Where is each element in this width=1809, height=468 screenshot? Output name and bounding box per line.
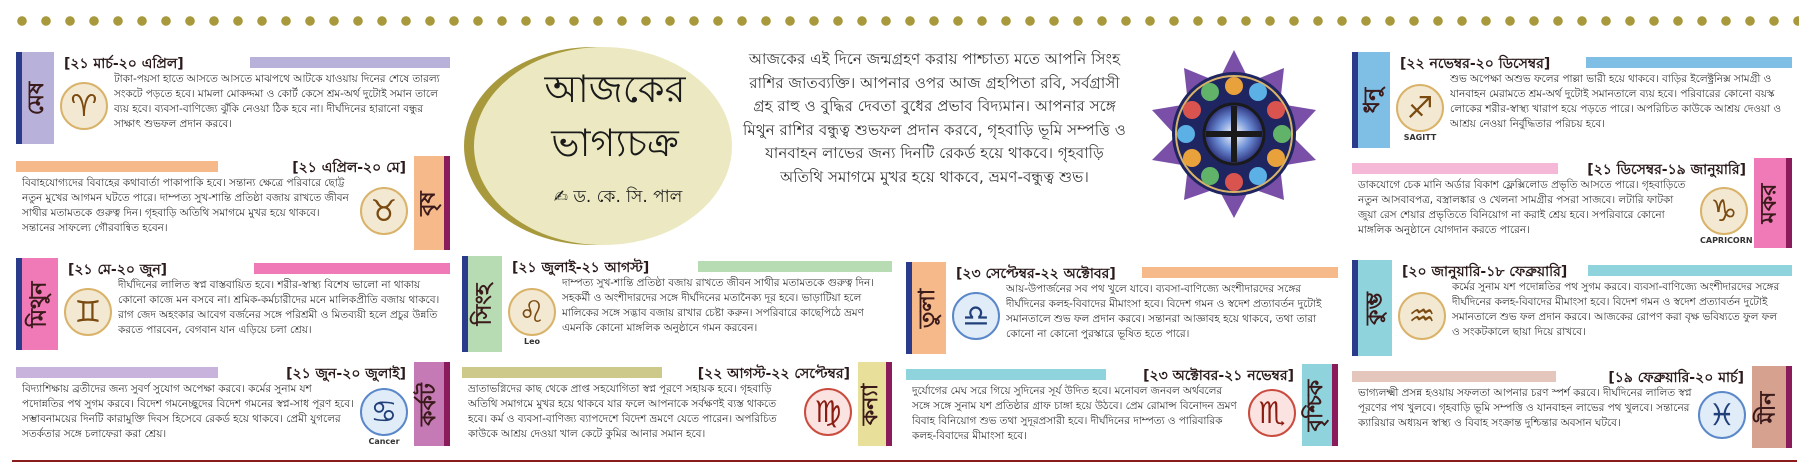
gemini-icon: ♊ (64, 288, 112, 336)
header-bar (906, 369, 1106, 380)
sign-name: তুলা (914, 288, 941, 328)
sign-name: কর্কট (414, 382, 441, 426)
sign-name: মেষ (23, 81, 50, 115)
horoscope-card (16, 258, 450, 354)
dotted-border (10, 14, 1799, 28)
intro-text: আজকের এই দিনে জন্মগ্রহণ করায় পাশ্চাত্য মতে আপনি সিংহ রাশির জাতব্যক্তি। আপনার ওপর আজ গ্রহপিতা রবি, সর্বগ্রাসী গ্রহ রাহু ও বুদ্ধির দেবতা বুধের প্রভাব বিদ্যমান। আপনার সঙ্গে মিথুন রাশির বন্ধুত্ব শুভফল প্রদান করবে, গৃহবাড়ি ভূমি সম্পত্তি ও যানবাহন লাভের জন্য দিনটি রেকর্ড হয়ে থাকবে। গৃহবাড়ি অতিথি সমাগমে মুখর হয়ে থাকবে, ভ্রমণ-বন্ধুত্ব শুভ। (743, 50, 1126, 186)
pisces-icon: ♓ (1698, 391, 1746, 439)
sign-label: SAGITT (1403, 133, 1437, 142)
date-range: [২১ মে-২০ জুন] (68, 262, 168, 278)
date-range: [২২ আগস্ট-২২ সেপ্টেম্বর] (697, 366, 850, 382)
horoscope-card (1352, 158, 1792, 252)
sign-name-tab (414, 362, 450, 446)
horoscope-card (16, 156, 450, 254)
title-line-2: ভাগ্যচক্র (551, 121, 679, 165)
header-bar (250, 57, 450, 68)
page-title (520, 62, 710, 170)
sign-name: মকর (1755, 183, 1782, 223)
horoscope-card (1352, 366, 1792, 452)
horoscope-text: ভ্রাতাভগ্নিদের কাছ থেকে প্রাপ্ত সহযোগিতা স্বপ্ন পূরণে সহায়ক হবে। গৃহবাড়ি অতিথি সমাগমে মুখর হয়ে থাকবে যার ফলে আপনাকে সর্বক্ষণই ব্যস্ত থাকতে হবে। কর্ম ও ব্যবসা-বাণিজ্য ব্যাপদেশে বিদেশ ভ্রমণে যেতে পারেন। অপরিচিত কাউকে আশ্রয় দেওয়া খাল কেটে কুমির আনার সমান হবে। (468, 383, 777, 440)
sign-name-tab (414, 156, 450, 250)
sign-label: Leo (523, 337, 541, 346)
virgo-icon: ♍ (804, 388, 852, 436)
horoscope-text: বিদ্যাশিক্ষায় ব্রতীদের জন্য সুবর্ণ সুযোগ অপেক্ষা করবে। কর্মের সুনাম যশ পদোন্নতির পথ সুগম করবে। বিদেশ গমনেচ্ছুদের বিদেশ গমনের স্বপ্ন-সাধ পূরণ হবে। সম্ভাবনাময়ের দিনটি কারামুক্তি দিবস হিসেবে রেকর্ড হয়ে থাকবে। প্রেমী যুগলের সতর্কতার সঙ্গে চলাফেরা করা শ্রেয়। (22, 383, 354, 440)
header-bar (698, 261, 892, 272)
horoscope-text: দাম্পত্য সুখ-শান্তি প্রতিষ্ঠা বজায় রাখতে জীবন সাথীর মতামতকে গুরুত্ব দিন। সহকর্মী ও অংশীদারদের সঙ্গে দীর্ঘদিনের মতানৈক্য দূর হবে। ভাড়াটিয়া হলে মালিকের সঙ্গে সদ্ভাব বজায় রাখার চেষ্টা করুন। সপরিবারে কাছেপিঠে ভ্রমণ এমনকি কোনো মাঙ্গলিক অনুষ্ঠানে গমন করবেন। (562, 277, 874, 334)
sign-name: মিথুন (25, 281, 52, 327)
sign-name-tab (1352, 260, 1392, 356)
date-range: [২১ এপ্রিল-২০ মে] (292, 160, 406, 176)
date-range: [২৩ অক্টোবর-২১ নভেম্বর] (1143, 368, 1294, 384)
title-line-1: আজকের (544, 67, 686, 111)
date-range: [২২ নভেম্বর-২০ ডিসেম্বর] (1400, 56, 1551, 72)
header-bar (16, 367, 218, 378)
header-bar (462, 367, 662, 378)
horoscope-card (462, 256, 892, 356)
sign-name: মীন (1754, 391, 1781, 423)
scorpio-icon: ♏ (1248, 389, 1296, 437)
zodiac-wheel-icon (1148, 48, 1320, 220)
horoscope-text: দুর্যোগের মেঘ সরে গিয়ে সুদিনের সূর্য উদিত হবে। মনোবল জনবল অর্থবলের সঙ্গে সঙ্গে সুনাম যশ প্রতিষ্ঠার গ্রাফ চাঙ্গা হয়ে উঠবে। প্রেম রোমান্স বিনোদন ভ্রমণ বিবাহ বিনিয়োগ শুভ তথা সুদূরপ্রসারী হবে। দীর্ঘদিনের দাম্পত্য ও পারিবারিক কলহ-বিবাদের মীমাংসা হবে। (912, 385, 1237, 442)
sign-name: সিংহ (470, 283, 497, 325)
sign-name-tab (16, 258, 58, 350)
horoscope-card (16, 52, 450, 148)
horoscope-card (906, 364, 1338, 450)
horoscope-text: বিবাহযোগ্যদের বিবাহের কথাবার্তা পাকাপাকি হবে। সন্তান্য ক্ষেত্রে পরিবারে ছোট্ট নতুন মুখের আগমন ঘটতে পারে। দাম্পত্য সুখ-শান্তি প্রতিষ্ঠা বজায় রাখতে জীবন সাথীর মতামতকে গুরুত্ব দিন। গৃহবাড়ি অতিথি সমাগমে মুখর হয়ে থাকবে। সন্তানের সাফল্যে গৌরবান্বিত হবেন। (22, 177, 349, 234)
sign-name: ধনু (1359, 87, 1386, 113)
horoscope-text: কর্মের সুনাম যশ পদোন্নতির পথ সুগম করবে। ব্যবসা-বাণিজ্যে অংশীদারদের সঙ্গের দীর্ঘদিনের কলহ-বিবাদের মীমাংসা হবে। বিদেশ গমন ও স্বদেশ প্রত্যাবর্তন দুটোই সমানতালে শুভ ফল প্রদান করবে। আজকের রোপণ করা বৃক্ষ ভবিষ্যতে ফুল ফল ও সংকটকালে ছায়া দিয়ে রাখবে। (1452, 281, 1780, 338)
author-line (528, 184, 708, 212)
sign-name-tab (858, 362, 892, 446)
header-bar (1352, 163, 1558, 174)
horoscope-card (1352, 260, 1792, 360)
horoscope-text: টাকা-পয়সা হাতে আসতে আসতে মাঝপথে আটকে যাওয়ায় দিনের শেষে তারল্য সংকটে পড়তে হবে। মামলা মোকদ্দমা ও কোর্ট কেসে শ্রম-অর্থ দুটোই সমান তালে ব্যয় হবে। ব্যবসা-বাণিজ্যে ঝুঁকি নেওয়া ঠিক হবে না। দীর্ঘদিনের হারানো বন্ধুর সাক্ষাৎ শুভফল প্রদান করবে। (114, 73, 440, 130)
sign-name-tab (906, 262, 946, 354)
header-bar (254, 263, 450, 274)
capricorn-icon: ♑ (1700, 187, 1748, 235)
date-range: [২১ জুলাই-২১ আগস্ট] (512, 260, 650, 276)
horoscope-text: আয়-উপার্জনের সব পথ খুলে যাবে। ব্যবসা-বাণিজ্যে অংশীদারদের সঙ্গের দীর্ঘদিনের কলহ-বিবাদের মীমাংসা হবে। বিদেশ গমন ও স্বদেশ প্রত্যাবর্তন দুটোই সমানতালে শুভ ফল প্রদান করবে। সন্তানরা আজ্ঞাবহ হয়ে থাকবে, তথা তারা কোনো না কোনো পুরস্কারে ভূষিত হতে পারে। (1006, 283, 1322, 340)
horoscope-text: শুভ অপেক্ষা অশুভ ফলের পাল্লা ভারী হয়ে থাকবে। বাড়ির ইলেক্ট্রনিক্স সামগ্রী ও যানবাহন মেরামতে শ্রম-অর্থ দুটোই সমানতালে ব্যয় হবে। পরিবারের কোনো বয়স্ক লোকের শরীর-স্বাস্থ্য খারাপ হয়ে পড়তে পারে। অপরিচিত কাউকে আশ্রয় দেওয়া ও আশ্রয় নেওয়া নির্বুদ্ধিতার পরিচয় হবে। (1450, 73, 1782, 130)
libra-icon: ♎ (952, 292, 1000, 340)
sign-name-tab (1352, 52, 1390, 148)
horoscope-card (462, 362, 892, 450)
sign-name: কন্যা (857, 383, 884, 425)
date-range: [১৯ ফেব্রুয়ারি-২০ মার্চ] (1608, 370, 1744, 386)
date-range: [২১ জুন-২০ জুলাই] (286, 366, 406, 382)
horoscope-text: ভাগ্যলক্ষ্মী প্রসন্ন হওয়ায় সফলতা আপনার চরণ স্পর্শ করবে। দীর্ঘদিনের লালিত স্বপ্ন পূরণের পথ খুলবে। গৃহবাড়ি ভূমি সম্পত্তি ও যানবাহন লাভের পথ খুলবে। সন্তানের ক্যারিয়ার অধ্যয়ন স্বাস্থ্য ও বিবাহ সংক্রান্ত দুশ্চিন্তার অবসান ঘটবে। (1358, 387, 1692, 429)
horoscope-card (16, 362, 450, 450)
date-range: [২৩ সেপ্টেম্বর-২২ অক্টোবর] (956, 266, 1116, 282)
sign-name-tab (1752, 366, 1792, 448)
bottom-rule (12, 460, 1797, 462)
author-name: ড. কে. সি. পাল (573, 187, 683, 207)
sign-label: CAPRICORN (1700, 236, 1753, 245)
horoscope-text: ডাকযোগে চেক মানি অর্ডার বিকাশ ফ্লেক্সিলোড প্রভৃতি আসতে পারে। গৃহবাড়িতে নতুন আসবাবপত্র, বস্ত্রালঙ্কার ও খেলনা সামগ্রীর পসরা সাজবে। লটারি ফাটকা জুয়া রেস শেয়ার প্রভৃতিতে বিনিয়োগ না করাই শ্রেয় হবে। সপরিবারে কোনো মাঙ্গলিক অনুষ্ঠানে যোগদান করতে পারেন। (1358, 179, 1686, 236)
header-bar (16, 161, 218, 172)
sign-name-tab (1302, 364, 1338, 446)
header-bar (1588, 265, 1792, 276)
sign-label: Cancer (368, 437, 400, 446)
sign-name-tab (16, 52, 54, 144)
horoscope-text: দীর্ঘদিনের লালিত স্বপ্ন বাস্তবায়িত হবে। শরীর-স্বাস্থ্য বিশেষ ভালো না থাকায় কোনো কাজে মন বসবে না। শ্রমিক-কর্মচারীদের মনে মালিকপ্রীতি বজায় থাকবে। রাগ জেদ অহংকার আবেগ বর্জনের সঙ্গে পরিশ্রমী ও মিতব্যয়ী হলে প্রচুর উন্নতি করতে পারবেন, বেগবান যান এড়িয়ে চলা শ্রেয়। (118, 279, 440, 336)
date-range: [২০ জানুয়ারি-১৮ ফেব্রুয়ারি] (1402, 264, 1568, 280)
header-bar (1352, 371, 1556, 382)
date-range: [২১ ডিসেম্বর-১৯ জানুয়ারি] (1587, 162, 1746, 178)
date-range: [২১ মার্চ-২০ এপ্রিল] (64, 56, 184, 72)
sign-name: বৃষ (414, 190, 441, 216)
horoscope-card (906, 262, 1338, 358)
horoscope-card (1352, 52, 1792, 152)
cancer-icon: ♋ (360, 388, 408, 436)
aquarius-icon: ♒ (1398, 292, 1446, 340)
sign-name-tab (1754, 158, 1792, 248)
sign-name-tab (462, 256, 502, 352)
sagittarius-icon: ♐ (1396, 84, 1444, 132)
taurus-icon: ♉ (360, 187, 408, 235)
leo-icon: ♌ (508, 288, 556, 336)
sign-name: কুম্ভ (1360, 291, 1387, 325)
header-bar (1142, 267, 1338, 278)
sign-name: বৃশ্চিক (1302, 379, 1329, 431)
aries-icon: ♈ (60, 82, 108, 130)
pen-icon: ✍ (553, 187, 568, 207)
header-bar (1586, 57, 1792, 68)
